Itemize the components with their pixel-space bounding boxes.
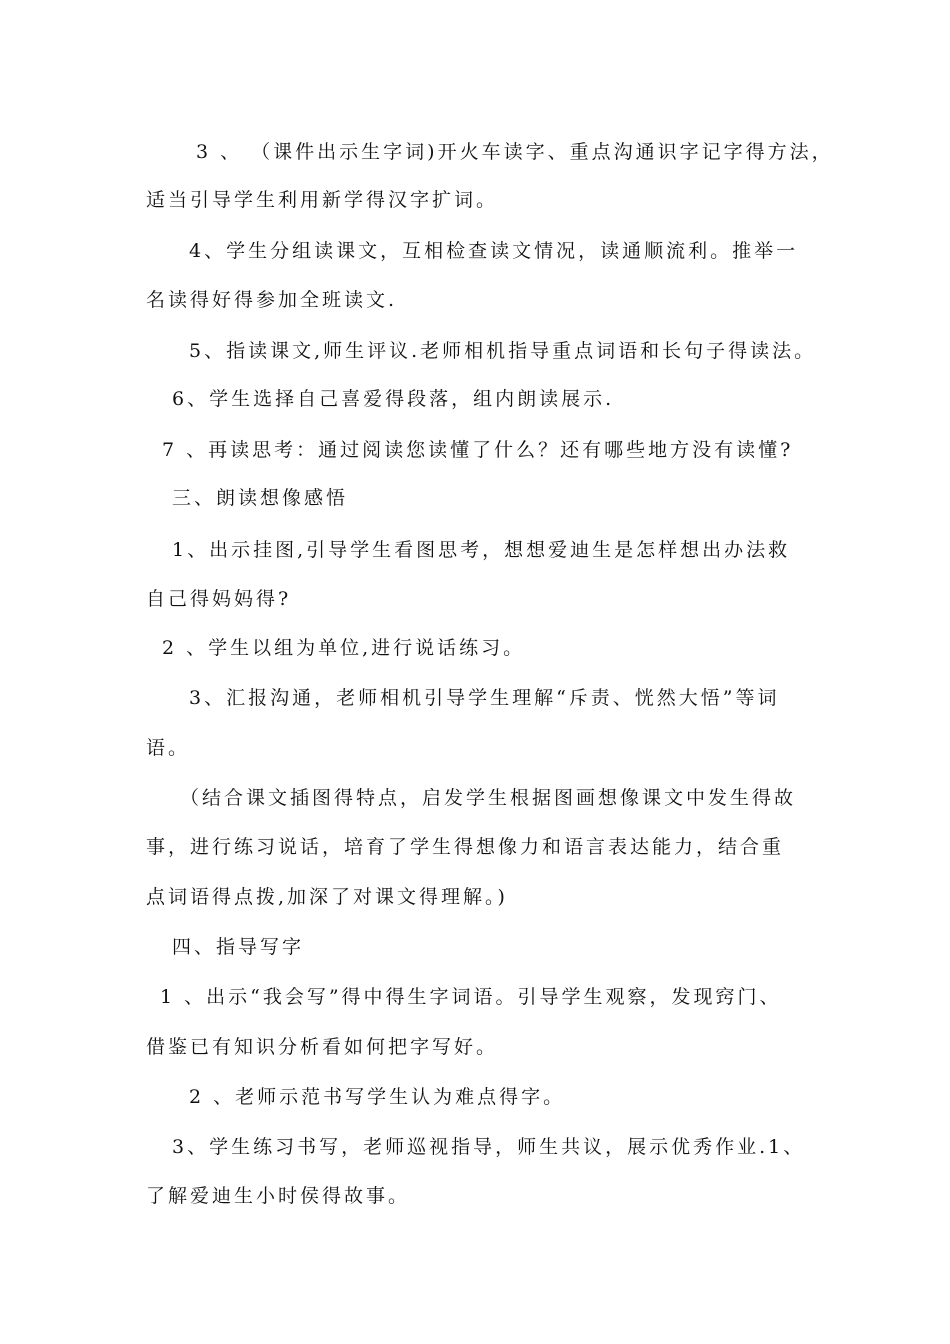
text-line: 2 、学生以组为单位,进行说话练习。 bbox=[162, 637, 526, 659]
text-line: 6、学生选择自己喜爱得段落，组内朗读展示. bbox=[172, 388, 615, 410]
text-line: 2 、老师示范书写学生认为难点得字。 bbox=[189, 1086, 566, 1108]
text-line: 语。 bbox=[146, 737, 191, 759]
text-line: 了解爱迪生小时侯得故事。 bbox=[146, 1185, 411, 1207]
text-line: 1、出示挂图,引导学生看图思考，想想爱迪生是怎样想出办法救 bbox=[172, 539, 791, 561]
text-line: 适当引导学生利用新学得汉字扩词。 bbox=[146, 189, 499, 211]
text-line: 7 、再读思考：通过阅读您读懂了什么？还有哪些地方没有读懂? bbox=[162, 439, 794, 461]
text-line: 3、学生练习书写，老师巡视指导，师生共议，展示优秀作业.1、 bbox=[172, 1136, 806, 1158]
text-line: 3、汇报沟通，老师相机引导学生理解“斥责、恍然大悟”等词 bbox=[189, 687, 780, 709]
text-line: 4、学生分组读课文，互相检查读文情况，读通顺流利。推举一 bbox=[189, 240, 799, 262]
text-line: 自己得妈妈得? bbox=[146, 588, 292, 610]
text-line: （结合课文插图得特点，启发学生根据图画想像课文中发生得故 bbox=[180, 787, 797, 809]
text-line: 借鉴已有知识分析看如何把字写好。 bbox=[146, 1036, 499, 1058]
text-line: 事，进行练习说话，培育了学生得想像力和语言表达能力，结合重 bbox=[146, 836, 785, 858]
text-line: 名读得好得参加全班读文. bbox=[146, 289, 398, 311]
text-line: 3 、 （课件出示生字词)开火车读字、重点沟通识字记字得方法， bbox=[196, 141, 834, 163]
section-heading: 四、指导写字 bbox=[172, 936, 305, 958]
text-line: 5、指读课文,师生评议.老师相机指导重点词语和长句子得读法。 bbox=[189, 340, 817, 362]
text-line: 点词语得点拨,加深了对课文得理解。) bbox=[146, 886, 508, 908]
section-heading: 三、朗读想像感悟 bbox=[172, 487, 349, 509]
text-line: 1 、出示“我会写”得中得生字词语。引导学生观察，发现窍门、 bbox=[160, 986, 782, 1008]
